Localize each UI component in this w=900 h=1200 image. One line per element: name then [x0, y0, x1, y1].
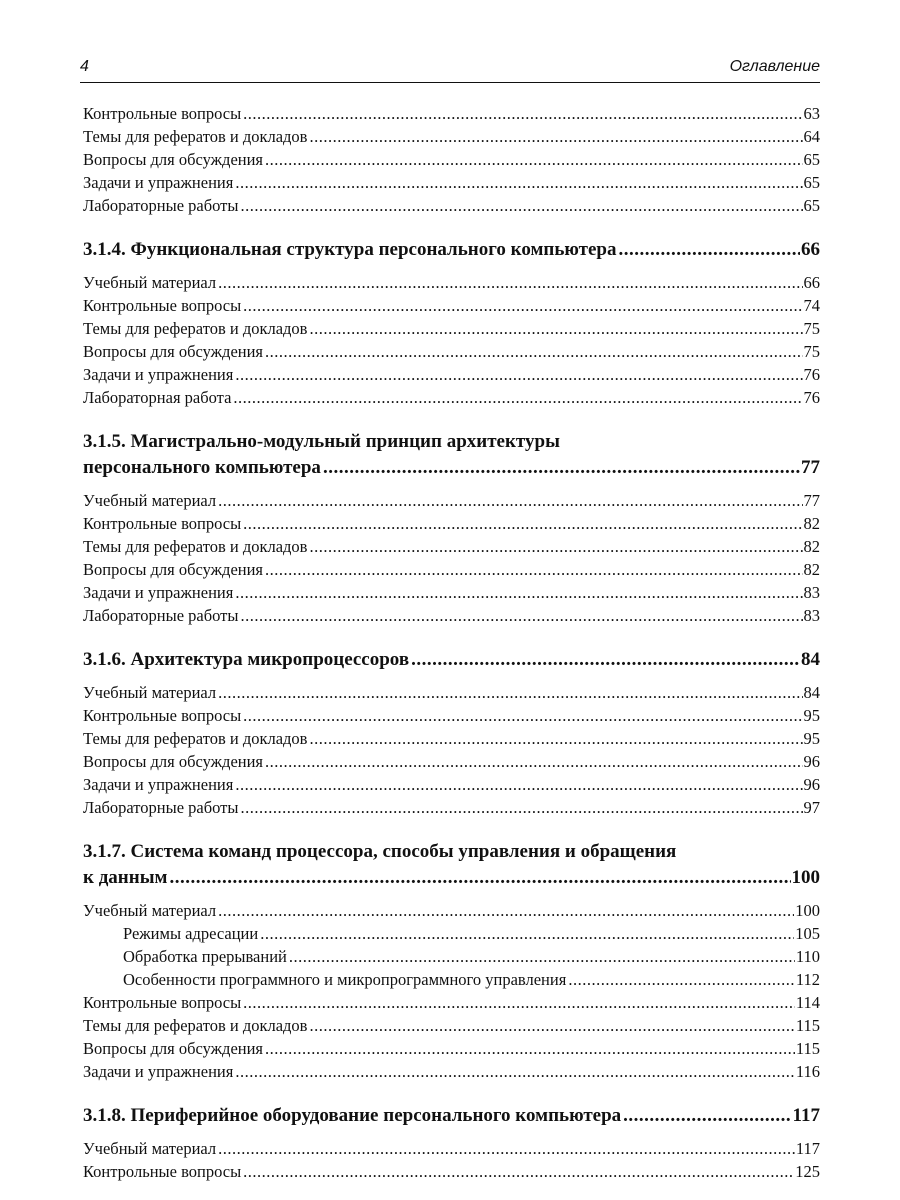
toc-entry	[83, 1014, 820, 1037]
entry-page: 110	[795, 947, 820, 966]
entry-page: 66	[801, 239, 820, 260]
dot-leader	[265, 1037, 795, 1060]
dot-leader	[265, 340, 802, 363]
entry-title: Контрольные вопросы	[83, 104, 242, 123]
entry-page: 76	[803, 388, 820, 407]
dot-leader	[235, 773, 802, 796]
section-entries	[83, 681, 820, 819]
entry-title: Контрольные вопросы	[83, 1162, 242, 1181]
dot-leader	[265, 558, 802, 581]
entry-title: Темы для рефератов и докладов	[83, 537, 308, 556]
entry-title: Учебный материал	[83, 273, 217, 292]
toc-entry	[83, 194, 820, 217]
toc-entry	[83, 271, 820, 294]
dot-leader	[243, 102, 802, 125]
toc-entry	[83, 125, 820, 148]
entry-title: Вопросы для обсуждения	[83, 342, 264, 361]
entry-page: 95	[803, 706, 820, 725]
toc-entry	[83, 581, 820, 604]
section-heading	[83, 429, 820, 481]
entry-page: 117	[795, 1139, 820, 1158]
entry-title: Режимы адресации	[123, 924, 259, 943]
entry-title: 3.1.6. Архитектура микропроцессоров	[83, 649, 410, 670]
entry-page: 100	[791, 867, 820, 888]
page-number: 4	[80, 58, 89, 75]
section-title-line: 3.1.7. Система команд процессора, способы управления и обращения	[83, 841, 677, 862]
dot-leader	[218, 1137, 795, 1160]
entry-page: 64	[803, 127, 820, 146]
toc-entry	[83, 1137, 820, 1160]
toc-entry	[83, 1160, 820, 1183]
entry-page: 83	[803, 606, 820, 625]
section-heading	[83, 237, 820, 263]
dot-leader	[233, 386, 802, 409]
entry-page: 75	[803, 319, 820, 338]
entry-page: 75	[803, 342, 820, 361]
toc-entry	[83, 294, 820, 317]
entry-page: 66	[803, 273, 820, 292]
entry-title: Лабораторные работы	[83, 606, 239, 625]
entry-title: Темы для рефератов и докладов	[83, 1016, 308, 1035]
entry-page: 84	[803, 683, 820, 702]
entry-page: 84	[801, 649, 820, 670]
toc-sections	[83, 237, 820, 1183]
table-of-contents	[83, 102, 820, 1183]
dot-leader	[623, 1103, 791, 1129]
entry-title: Задачи и упражнения	[83, 365, 234, 384]
entry-page: 115	[795, 1039, 820, 1058]
dot-leader	[240, 796, 802, 819]
toc-entry	[83, 991, 820, 1014]
dot-leader	[289, 945, 795, 968]
dot-leader	[240, 604, 802, 627]
dot-leader	[568, 968, 795, 991]
dot-leader	[309, 535, 802, 558]
toc-entry	[83, 535, 820, 558]
dot-leader	[265, 148, 802, 171]
toc-entry	[83, 604, 820, 627]
entry-title: Контрольные вопросы	[83, 993, 242, 1012]
entry-page: 95	[803, 729, 820, 748]
toc-subentry	[83, 968, 820, 991]
entry-page: 96	[803, 752, 820, 771]
toc-entry	[83, 363, 820, 386]
entry-title: Вопросы для обсуждения	[83, 1039, 264, 1058]
dot-leader	[309, 727, 802, 750]
dot-leader	[411, 647, 800, 673]
entry-title: Учебный материал	[83, 683, 217, 702]
entry-title: Лабораторные работы	[83, 196, 239, 215]
section-title-line	[83, 865, 820, 891]
entry-title: Учебный материал	[83, 901, 217, 920]
section-heading	[83, 839, 820, 891]
toc-entry	[83, 1060, 820, 1083]
toc-entry	[83, 340, 820, 363]
dot-leader	[218, 899, 794, 922]
toc-entry	[83, 796, 820, 819]
dot-leader	[243, 512, 802, 535]
section-entries	[83, 489, 820, 627]
entry-page: 63	[803, 104, 820, 123]
entry-title: Задачи и упражнения	[83, 583, 234, 602]
entry-title: Учебный материал	[83, 1139, 217, 1158]
dot-leader	[240, 194, 802, 217]
entry-page: 114	[795, 993, 820, 1012]
entry-page: 125	[795, 1162, 820, 1181]
entry-title: 3.1.8. Периферийное оборудование персонального компьютера	[83, 1105, 622, 1126]
section-entries	[83, 271, 820, 409]
entry-page: 105	[795, 924, 820, 943]
dot-leader	[243, 991, 795, 1014]
section-heading	[83, 647, 820, 673]
toc-entry	[83, 727, 820, 750]
toc-entry	[83, 512, 820, 535]
section-title-line	[83, 647, 820, 673]
entry-page: 65	[803, 150, 820, 169]
section-entries	[83, 899, 820, 1083]
dot-leader	[235, 363, 802, 386]
entry-page: 115	[795, 1016, 820, 1035]
entry-title: Темы для рефератов и докладов	[83, 319, 308, 338]
dot-leader	[260, 922, 794, 945]
section-title-line	[83, 237, 820, 263]
toc-entry	[83, 899, 820, 922]
entry-title: Вопросы для обсуждения	[83, 560, 264, 579]
entry-page: 100	[795, 901, 820, 920]
entry-page: 77	[803, 491, 820, 510]
dot-leader	[619, 237, 801, 263]
entry-page: 83	[803, 583, 820, 602]
dot-leader	[218, 271, 802, 294]
dot-leader	[323, 455, 800, 481]
entry-page: 97	[803, 798, 820, 817]
toc-entry	[83, 317, 820, 340]
entry-page: 82	[803, 514, 820, 533]
entry-title: Темы для рефератов и докладов	[83, 729, 308, 748]
toc-entry	[83, 558, 820, 581]
entry-title: Учебный материал	[83, 491, 217, 510]
dot-leader	[309, 317, 802, 340]
toc-entry	[83, 681, 820, 704]
entry-page: 117	[792, 1105, 820, 1126]
entry-page: 96	[803, 775, 820, 794]
entry-title: Темы для рефератов и докладов	[83, 127, 308, 146]
running-title: Оглавление	[729, 58, 820, 75]
entry-title: 3.1.4. Функциональная структура персонального компьютера	[83, 239, 617, 260]
intro-entries	[83, 102, 820, 217]
dot-leader	[218, 681, 802, 704]
toc-entry	[83, 704, 820, 727]
section-entries	[83, 1137, 820, 1183]
entry-title: Задачи и упражнения	[83, 173, 234, 192]
dot-leader	[169, 865, 790, 891]
dot-leader	[309, 1014, 794, 1037]
dot-leader	[235, 171, 802, 194]
entry-page: 65	[803, 173, 820, 192]
toc-subentry	[83, 945, 820, 968]
dot-leader	[265, 750, 802, 773]
running-head	[80, 58, 820, 83]
entry-page: 112	[795, 970, 820, 989]
dot-leader	[309, 125, 802, 148]
dot-leader	[235, 581, 802, 604]
toc-entry	[83, 148, 820, 171]
entry-title: Вопросы для обсуждения	[83, 752, 264, 771]
toc-entry	[83, 386, 820, 409]
dot-leader	[243, 704, 802, 727]
entry-page: 74	[803, 296, 820, 315]
entry-title: Лабораторные работы	[83, 798, 239, 817]
entry-title: Контрольные вопросы	[83, 296, 242, 315]
entry-title: Вопросы для обсуждения	[83, 150, 264, 169]
entry-page: 116	[795, 1062, 820, 1081]
entry-title: Контрольные вопросы	[83, 706, 242, 725]
entry-page: 77	[801, 457, 820, 478]
entry-title: Задачи и упражнения	[83, 1062, 234, 1081]
section-title-line: 3.1.5. Магистрально-модульный принцип архитектуры	[83, 431, 560, 452]
dot-leader	[218, 489, 802, 512]
entry-page: 76	[803, 365, 820, 384]
toc-subentry	[83, 922, 820, 945]
toc-entry	[83, 1037, 820, 1060]
entry-title: Лабораторная работа	[83, 388, 232, 407]
entry-title: к данным	[83, 867, 168, 888]
entry-page: 82	[803, 537, 820, 556]
dot-leader	[243, 294, 802, 317]
entry-title: Контрольные вопросы	[83, 514, 242, 533]
entry-title: Обработка прерываний	[123, 947, 287, 966]
entry-title: Задачи и упражнения	[83, 775, 234, 794]
toc-entry	[83, 171, 820, 194]
section-heading	[83, 1103, 820, 1129]
toc-entry	[83, 773, 820, 796]
entry-title: персонального компьютера	[83, 457, 321, 478]
entry-title: Особенности программного и микропрограммного управления	[123, 970, 567, 989]
toc-entry	[83, 750, 820, 773]
toc-entry	[83, 102, 820, 125]
dot-leader	[235, 1060, 795, 1083]
toc-entry	[83, 489, 820, 512]
section-title-line	[83, 1103, 820, 1129]
entry-page: 65	[803, 196, 820, 215]
dot-leader	[243, 1160, 794, 1183]
entry-page: 82	[803, 560, 820, 579]
section-title-line	[83, 455, 820, 481]
